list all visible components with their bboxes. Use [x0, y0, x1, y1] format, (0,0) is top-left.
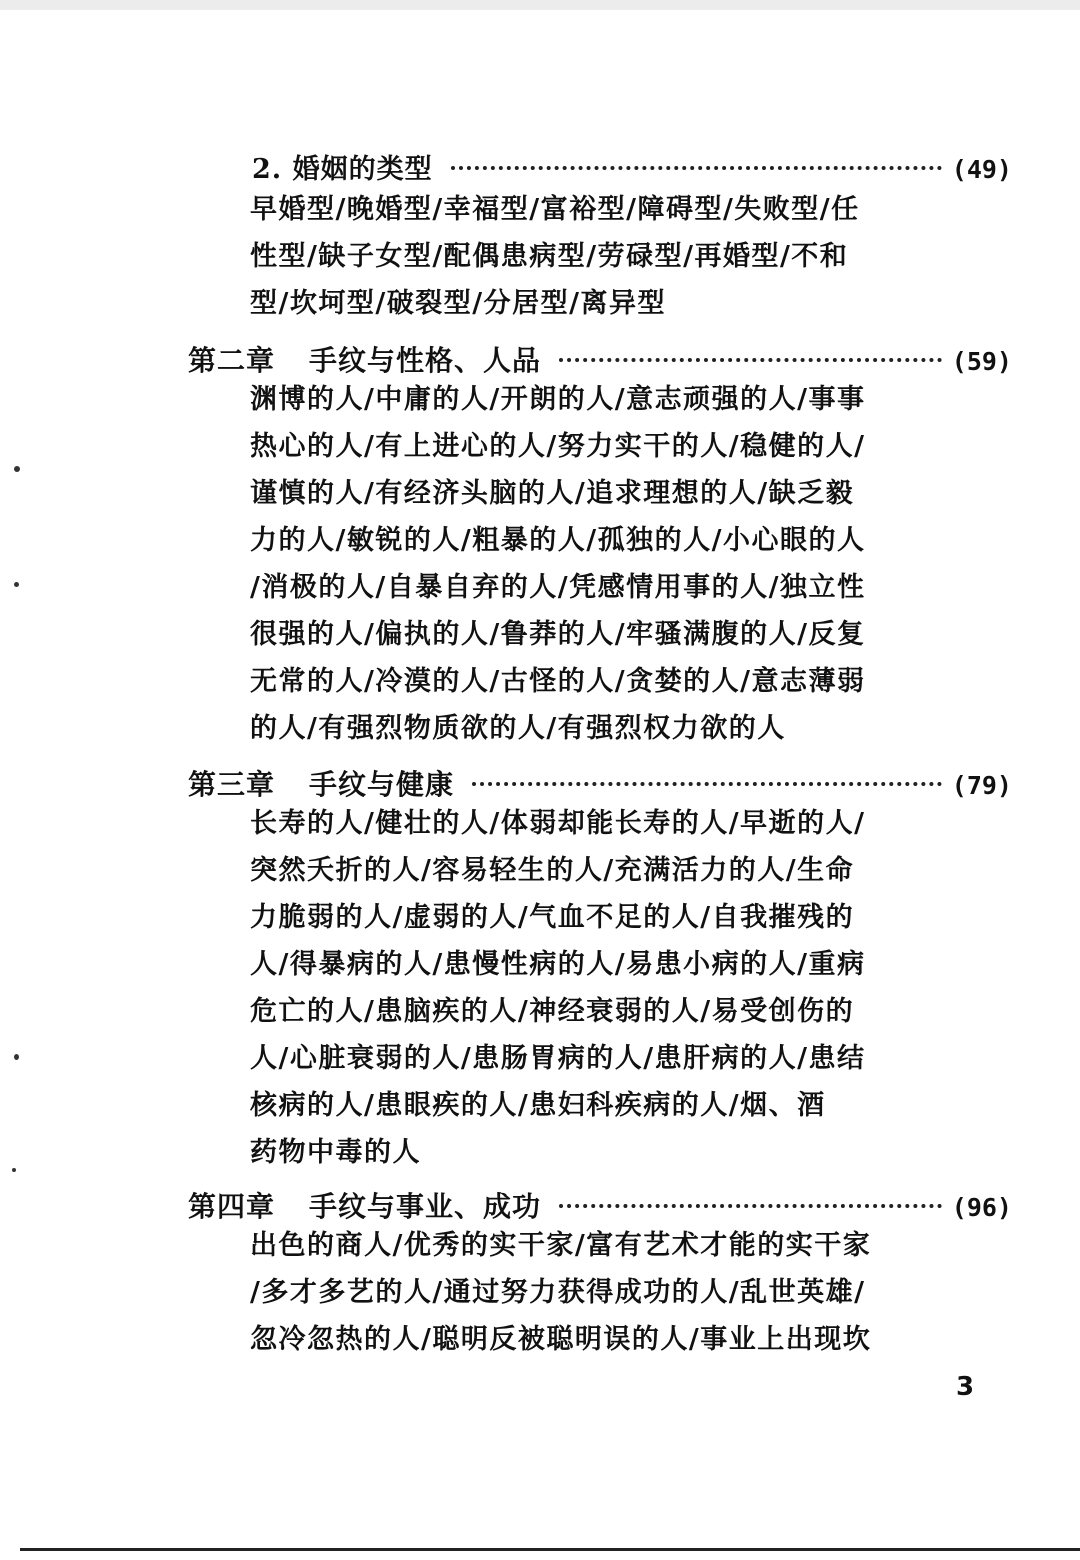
subtopic-line: 谨慎的人/有经济头脑的人/追求理想的人/缺乏毅 — [250, 478, 855, 509]
dot-leader — [559, 1180, 942, 1216]
chapter-title: 手纹与健康 — [309, 768, 455, 801]
toc-entry-title: 2. 婚姻的类型 — [252, 154, 433, 185]
chapter-label: 第四章 — [188, 1190, 276, 1223]
toc-entry-chapter-3[interactable] — [188, 758, 1012, 804]
toc-chapter-title — [188, 767, 454, 803]
scan-speck — [12, 1168, 16, 1172]
subtopic-line: 危亡的人/患脑疾的人/神经衰弱的人/易受创伤的 — [250, 996, 855, 1027]
subtopic-line: /多才多艺的人/通过努力获得成功的人/乱世英雄/ — [250, 1277, 866, 1308]
toc-entry-chapter-2[interactable] — [188, 334, 1012, 380]
subtopic-line: 人/得暴病的人/患慢性病的人/易患小病的人/重病 — [250, 949, 866, 980]
subtopic-line: 型/坎坷型/破裂型/分居型/离异型 — [250, 288, 666, 319]
subtopic-line: 核病的人/患眼疾的人/患妇科疾病的人/烟、酒 — [250, 1090, 826, 1121]
toc-page-number: (49) — [951, 155, 1012, 184]
dot-leader — [451, 142, 942, 178]
toc-page-number: (59) — [951, 347, 1012, 376]
subtopic-line: 药物中毒的人 — [250, 1137, 421, 1168]
subtopic-line: 早婚型/晚婚型/幸福型/富裕型/障碍型/失败型/任 — [250, 194, 860, 225]
dot-leader — [472, 758, 942, 794]
scan-speck — [14, 582, 19, 587]
subtopic-line: 忽冷忽热的人/聪明反被聪明误的人/事业上出现坎 — [250, 1324, 872, 1355]
chapter-label: 第二章 — [188, 344, 276, 377]
scan-top-edge — [0, 0, 1080, 10]
subtopic-line: 力脆弱的人/虚弱的人/气血不足的人/自我摧残的 — [250, 902, 855, 933]
toc-entry-chapter-4[interactable] — [188, 1180, 1012, 1226]
toc-page-number: (79) — [951, 771, 1012, 800]
toc-entry-section-2[interactable] — [252, 142, 1012, 188]
chapter-label: 第三章 — [188, 768, 276, 801]
bottom-rule — [20, 1548, 1080, 1551]
subtopic-line: 性型/缺子女型/配偶患病型/劳碌型/再婚型/不和 — [250, 241, 849, 272]
subtopic-line: 无常的人/冷漠的人/古怪的人/贪婪的人/意志薄弱 — [250, 666, 866, 697]
toc-chapter-title — [188, 343, 541, 379]
chapter-title: 手纹与性格、人品 — [309, 344, 542, 377]
page-number: 3 — [956, 1372, 975, 1402]
toc-entry-subtopics — [250, 186, 950, 327]
subtopic-line: 力的人/敏锐的人/粗暴的人/孤独的人/小心眼的人 — [250, 525, 866, 556]
chapter-title: 手纹与事业、成功 — [309, 1190, 542, 1223]
subtopic-line: 的人/有强烈物质欲的人/有强烈权力欲的人 — [250, 713, 786, 744]
subtopic-line: 长寿的人/健壮的人/体弱却能长寿的人/早逝的人/ — [250, 808, 866, 839]
subtopic-line: 很强的人/偏执的人/鲁莽的人/牢骚满腹的人/反复 — [250, 619, 866, 650]
toc-entry-subtopics — [250, 800, 950, 1176]
subtopic-line: 人/心脏衰弱的人/患肠胃病的人/患肝病的人/患结 — [250, 1043, 866, 1074]
toc-entry-subtopics — [250, 376, 950, 752]
scan-speck — [14, 466, 20, 472]
toc-chapter-title — [188, 1189, 541, 1225]
dot-leader — [559, 334, 942, 370]
subtopic-line: 渊博的人/中庸的人/开朗的人/意志顽强的人/事事 — [250, 384, 866, 415]
subtopic-line: 突然夭折的人/容易轻生的人/充满活力的人/生命 — [250, 855, 855, 886]
toc-entry-subtopics — [250, 1222, 950, 1363]
toc-page-number: (96) — [951, 1193, 1012, 1222]
subtopic-line: 热心的人/有上进心的人/努力实干的人/稳健的人/ — [250, 431, 866, 462]
subtopic-line: 出色的商人/优秀的实干家/富有艺术才能的实干家 — [250, 1230, 872, 1261]
scan-speck — [14, 1054, 19, 1060]
subtopic-line: /消极的人/自暴自弃的人/凭感情用事的人/独立性 — [250, 572, 866, 603]
